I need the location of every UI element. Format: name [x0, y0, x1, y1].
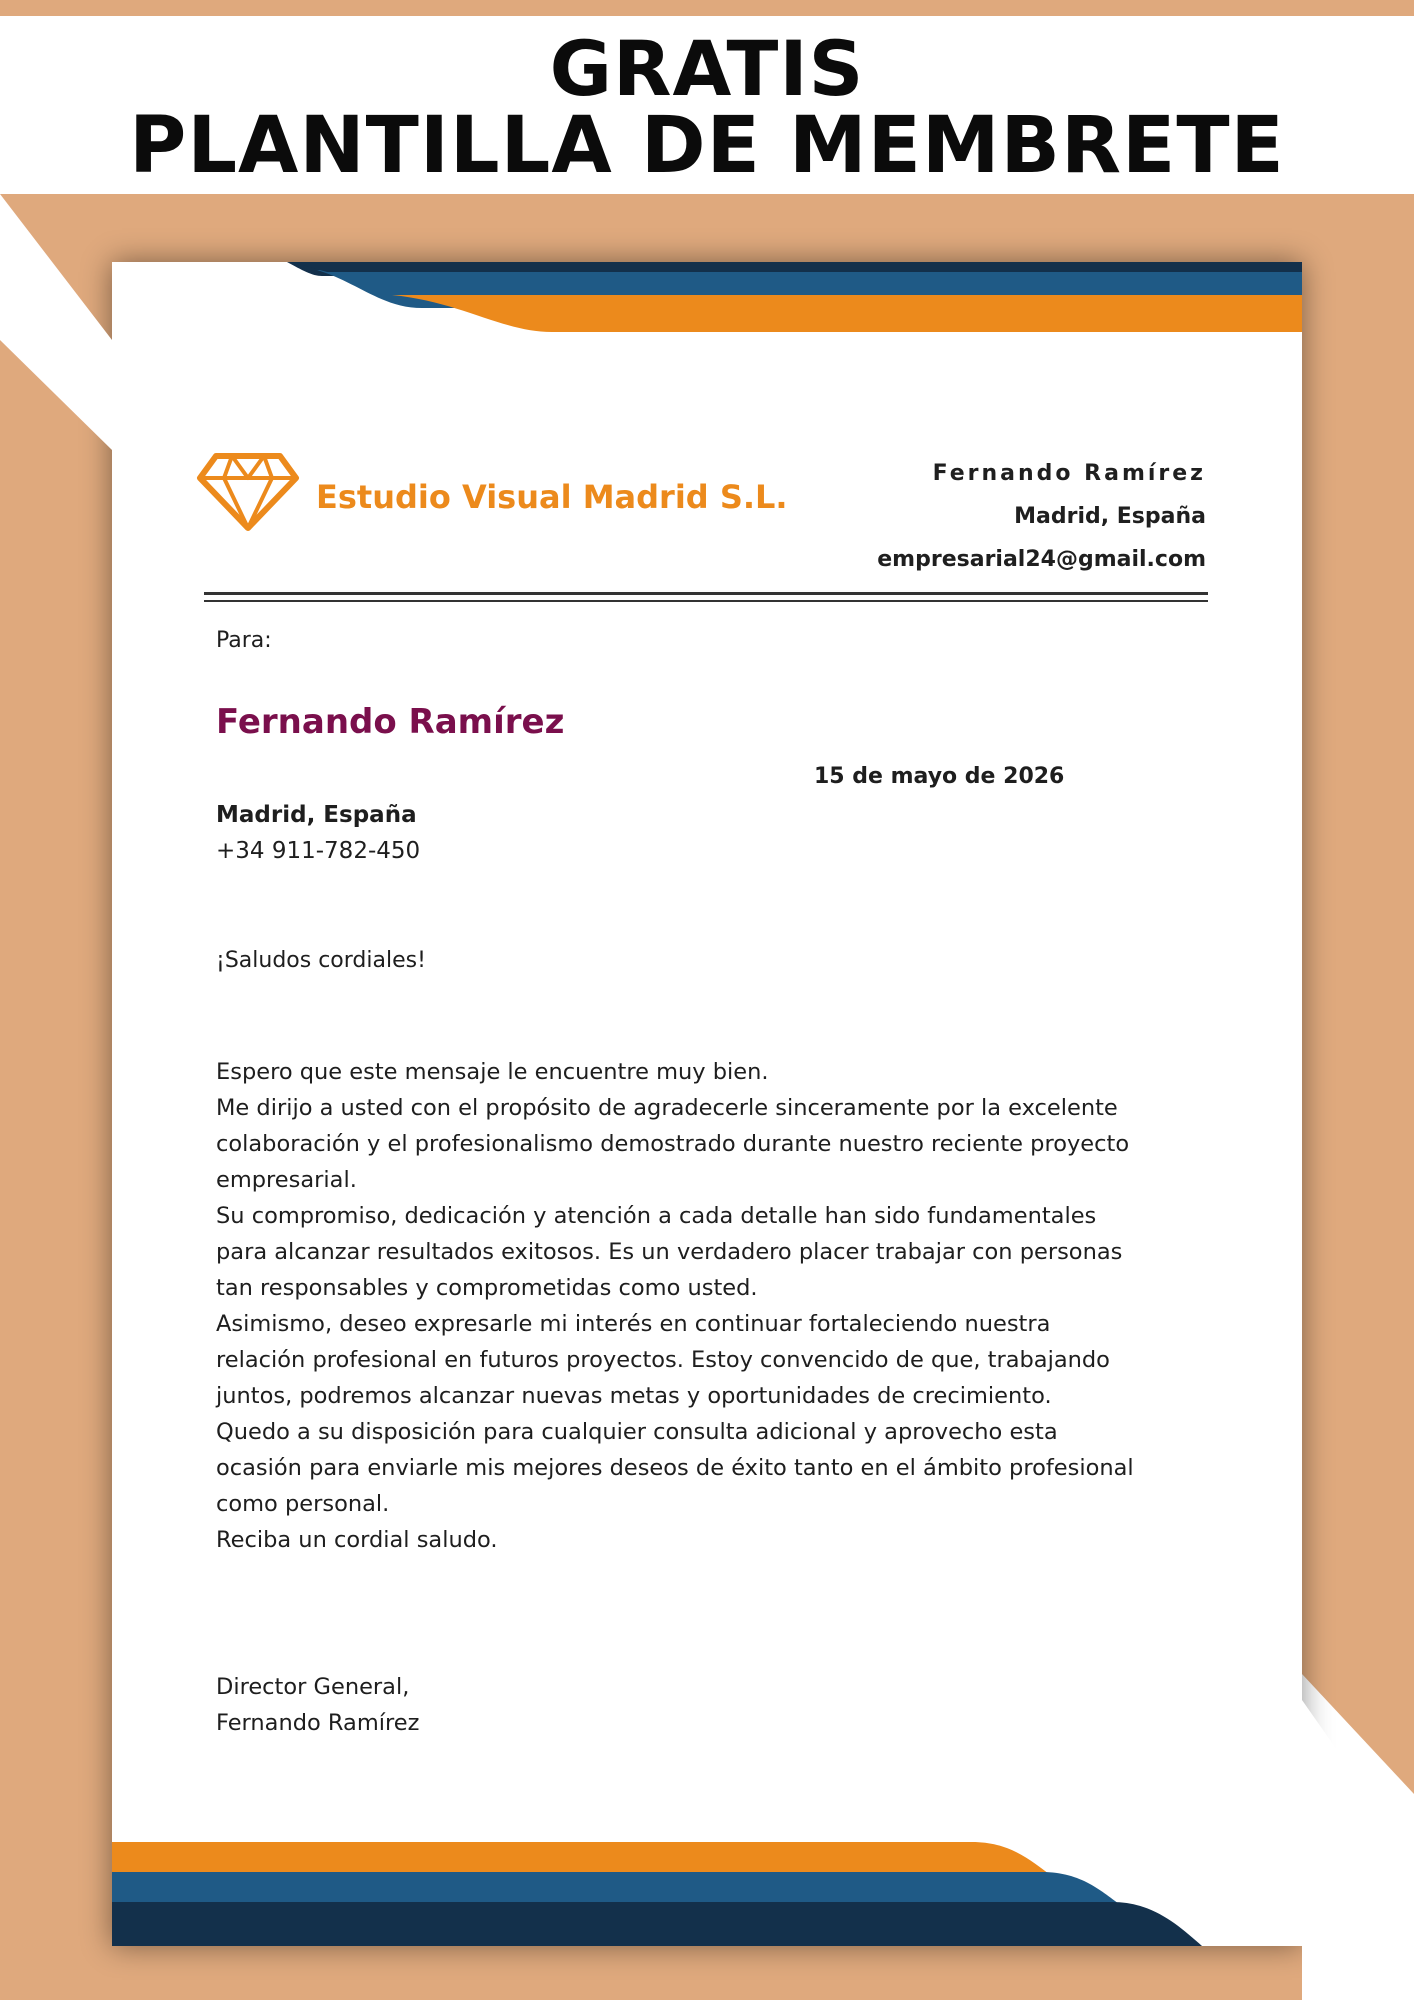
bottom-decorative-bands [112, 1842, 1302, 1946]
poster-title-line-2: PLANTILLA DE MEMBRETE [129, 101, 1285, 191]
company-logo [196, 452, 788, 537]
sender-name: Fernando Ramírez [932, 461, 1206, 486]
body-line: Espero que este mensaje le encuentre muy bien. [216, 1059, 769, 1085]
letter-date: 15 de mayo de 2026 [814, 764, 1065, 789]
top-decorative-bands [112, 262, 1302, 336]
body-line: para alcanzar resultados exitosos. Es un verdadero placer trabajar con personas [216, 1239, 1123, 1265]
body-line: colaboración y el profesionalismo demostrado durante nuestro reciente proyecto [216, 1131, 1130, 1157]
body-line: Reciba un cordial saludo. [216, 1527, 498, 1553]
diamond-icon [196, 452, 300, 537]
body-line: Quedo a su disposición para cualquier consulta adicional y aprovecho esta [216, 1419, 1058, 1445]
recipient-name: Fernando Ramírez [216, 702, 565, 742]
greeting: ¡Saludos cordiales! [216, 948, 426, 973]
body-line: empresarial. [216, 1167, 357, 1193]
sender-city: Madrid, España [1014, 504, 1206, 529]
body-line: como personal. [216, 1491, 390, 1517]
body-line: Su compromiso, dedicación y atención a cada detalle han sido fundamentales [216, 1203, 1097, 1229]
header-divider-bottom [204, 600, 1208, 602]
body-line: Me dirijo a usted con el propósito de agradecerle sinceramente por la excelente [216, 1095, 1118, 1121]
body-line: tan responsables y comprometidas como usted. [216, 1275, 758, 1301]
header-divider-top [204, 592, 1208, 595]
to-label: Para: [216, 628, 272, 653]
poster-title-line-1: GRATIS [549, 24, 865, 113]
recipient-phone: +34 911-782-450 [216, 838, 421, 864]
letterhead-page [112, 262, 1302, 1946]
company-name: Estudio Visual Madrid S.L. [316, 477, 788, 516]
sender-email: empresarial24@gmail.com [877, 547, 1206, 572]
body-line: relación profesional en futuros proyectos. Estoy convencido de que, trabajando [216, 1347, 1110, 1373]
top-border-strip [0, 0, 1414, 16]
body-line: juntos, podremos alcanzar nuevas metas y oportunidades de crecimiento. [216, 1383, 1052, 1409]
signature-name: Fernando Ramírez [216, 1710, 420, 1736]
body-line: Asimismo, deseo expresarle mi interés en continuar fortaleciendo nuestra [216, 1311, 1051, 1337]
sender-contact-block [877, 452, 1206, 581]
recipient-city: Madrid, España [216, 802, 417, 828]
letter-body [216, 1054, 1226, 1558]
poster-title-band [0, 16, 1414, 194]
body-line: ocasión para enviarle mis mejores deseos de éxito tanto en el ámbito profesional [216, 1455, 1134, 1481]
signature-title: Director General, [216, 1674, 410, 1700]
